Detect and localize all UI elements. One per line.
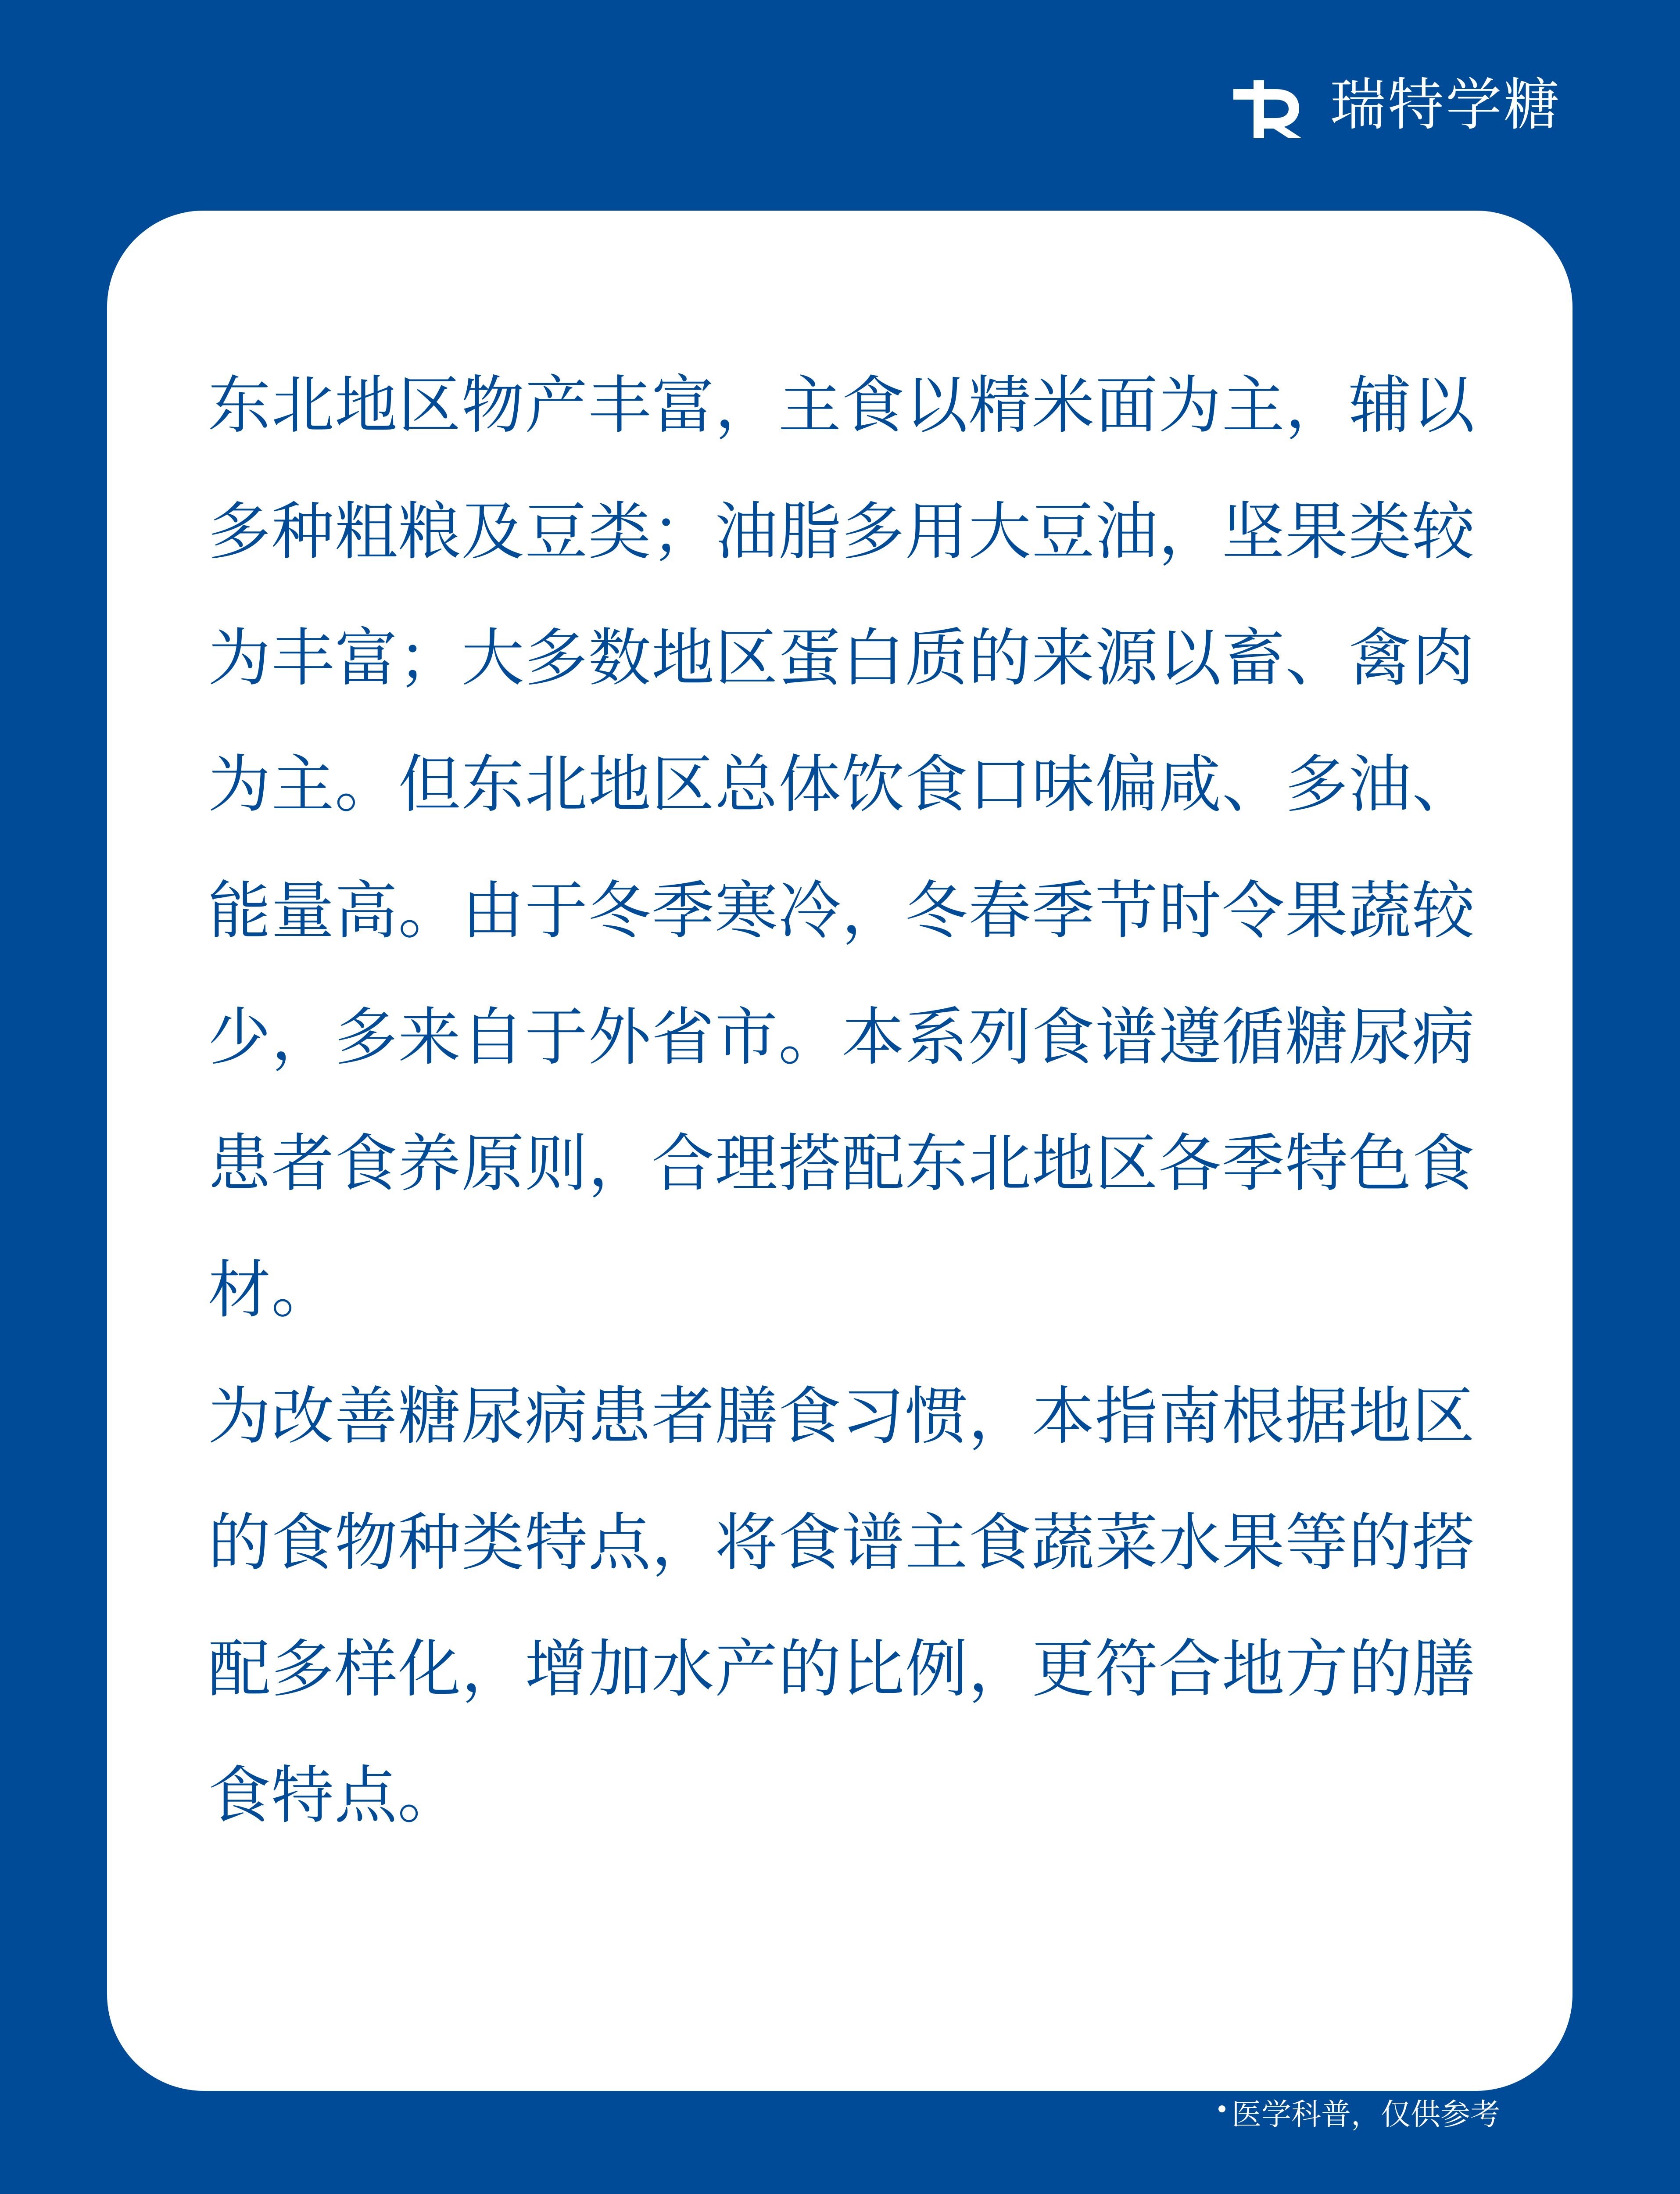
disclaimer (1218, 2095, 1500, 2135)
content-card (107, 211, 1573, 2091)
paragraph-regional-diet: 东北地区物产丰富，主食以精米面为主，辅以多种粗粮及豆类；油脂多用大豆油，坚果类较为丰富；大多数地区蛋白质的来源以畜、禽肉为主。但东北地区总体饮食口味偏咸、多油、能量高。由于冬季寒冷，冬春季节时令果蔬较少，多来自于外省市。本系列食谱遵循糖尿病患者食养原则，合理搭配东北地区各季特色食材。 (208, 369, 1475, 1326)
paragraph-guideline: 为改善糖尿病患者膳食习惯，本指南根据地区的食物种类特点，将食谱主食蔬菜水果等的搭配多样化，增加水产的比例，更符合地方的膳食特点。 (208, 1380, 1475, 1832)
bullet-dot-icon (1218, 2105, 1225, 2112)
r-logo-icon (1233, 72, 1312, 138)
brand-name: 瑞特学糖 (1329, 72, 1562, 138)
disclaimer-text: 医学科普，仅供参考 (1231, 2097, 1500, 2132)
brand-header (1233, 70, 1562, 140)
